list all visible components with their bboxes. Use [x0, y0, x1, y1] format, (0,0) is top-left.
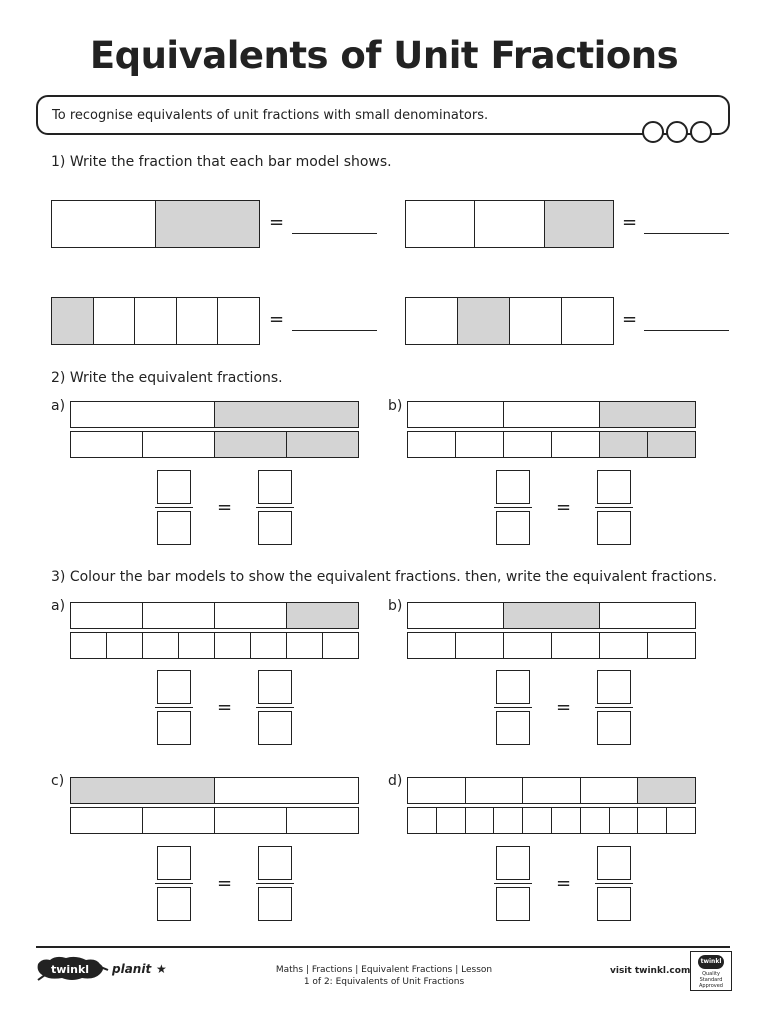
bar-cell[interactable] [580, 808, 609, 833]
bar-cell[interactable] [71, 402, 214, 427]
fraction-bar [155, 507, 193, 508]
bar-cell[interactable] [406, 298, 457, 344]
bar-cell[interactable] [474, 201, 543, 247]
bar-cell[interactable] [455, 432, 503, 457]
denominator-box[interactable] [258, 887, 292, 921]
numerator-box[interactable] [157, 470, 191, 504]
item-label: d) [388, 773, 403, 789]
bar-cell[interactable] [580, 778, 638, 803]
bar-cell[interactable] [106, 633, 142, 658]
denominator-box[interactable] [496, 711, 530, 745]
bar-cell[interactable] [666, 808, 695, 833]
badge-logo: twinkl [698, 955, 724, 969]
item-label: c) [51, 773, 65, 789]
bar-cell[interactable] [609, 808, 638, 833]
denominator-box[interactable] [597, 511, 631, 545]
equals-sign: = [217, 497, 233, 518]
bar-cell[interactable] [465, 808, 494, 833]
footer-divider [36, 946, 730, 948]
fraction-bar [256, 883, 294, 884]
bar-cell[interactable] [408, 778, 465, 803]
bar-cell-shaded[interactable] [599, 402, 695, 427]
equals-sign: = [217, 873, 233, 894]
bar-cell[interactable] [214, 603, 286, 628]
bar-cell-shaded[interactable] [52, 298, 93, 344]
bar-cell-shaded[interactable] [214, 432, 286, 457]
denominator-box[interactable] [157, 711, 191, 745]
bar-cell[interactable] [214, 778, 358, 803]
bar-cell-shaded[interactable] [214, 402, 358, 427]
bar-cell[interactable] [214, 633, 250, 658]
q3d-top-bar[interactable] [407, 777, 696, 804]
q1-bar-1[interactable] [51, 200, 260, 248]
fraction-bar [595, 507, 633, 508]
bar-cell-shaded[interactable] [637, 778, 695, 803]
bar-cell[interactable] [178, 633, 214, 658]
item-label: b) [388, 598, 403, 614]
bar-cell[interactable] [71, 808, 142, 833]
q2a-bottom-bar[interactable] [70, 431, 359, 458]
q2a-fraction-pair [155, 470, 294, 545]
fraction [595, 670, 633, 745]
fraction-bar [155, 707, 193, 708]
fraction [595, 470, 633, 545]
bar-cell[interactable] [52, 201, 155, 247]
fraction-bar [494, 507, 532, 508]
fraction [155, 846, 193, 921]
numerator-box[interactable] [157, 846, 191, 880]
bar-cell[interactable] [142, 432, 214, 457]
bar-cell-shaded[interactable] [286, 603, 358, 628]
bar-cell[interactable] [250, 633, 286, 658]
bar-cell[interactable] [71, 603, 142, 628]
numerator-box[interactable] [258, 670, 292, 704]
q3b-bottom-bar[interactable] [407, 632, 696, 659]
twinkl-logo-text: twinkl [50, 963, 90, 976]
equals-sign: = [269, 309, 285, 330]
fraction [595, 846, 633, 921]
answer-line[interactable] [644, 330, 729, 331]
bar-cell[interactable] [322, 633, 358, 658]
bar-cell-shaded[interactable] [71, 778, 214, 803]
bar-cell-shaded[interactable] [155, 201, 259, 247]
denominator-box[interactable] [597, 711, 631, 745]
q3b-fraction-pair [494, 670, 633, 745]
bar-cell[interactable] [286, 808, 358, 833]
equals-sign: = [622, 212, 638, 233]
bar-cell[interactable] [503, 432, 551, 457]
planit-logo: planit [112, 962, 152, 976]
bar-cell[interactable] [561, 298, 613, 344]
q2b-top-bar[interactable] [407, 401, 696, 428]
objective-text: To recognise equivalents of unit fractions with small denominators. [52, 108, 489, 123]
bar-cell-shaded[interactable] [647, 432, 695, 457]
fraction [155, 470, 193, 545]
numerator-box[interactable] [496, 470, 530, 504]
q3d-fraction-pair [494, 846, 633, 921]
bar-cell[interactable] [214, 808, 286, 833]
bar-cell[interactable] [551, 633, 599, 658]
fraction-bar [595, 707, 633, 708]
bar-cell[interactable] [509, 298, 561, 344]
circle-icon [642, 121, 664, 143]
bar-cell[interactable] [436, 808, 465, 833]
fraction [256, 846, 294, 921]
equals-sign: = [622, 309, 638, 330]
circle-icon [666, 121, 688, 143]
equals-sign: = [556, 873, 572, 894]
denominator-box[interactable] [258, 711, 292, 745]
q2a-top-bar[interactable] [70, 401, 359, 428]
numerator-box[interactable] [597, 670, 631, 704]
equals-sign: = [556, 697, 572, 718]
bar-cell[interactable] [217, 298, 259, 344]
bar-cell[interactable] [134, 298, 176, 344]
bar-cell-shaded[interactable] [286, 432, 358, 457]
fraction [494, 846, 532, 921]
denominator-box[interactable] [496, 511, 530, 545]
bar-cell[interactable] [599, 633, 647, 658]
equals-sign: = [556, 497, 572, 518]
bar-cell-shaded[interactable] [599, 432, 647, 457]
q3c-top-bar[interactable] [70, 777, 359, 804]
circle-icon [690, 121, 712, 143]
bar-cell[interactable] [637, 808, 666, 833]
bar-cell[interactable] [599, 603, 695, 628]
bar-cell[interactable] [176, 298, 218, 344]
answer-line[interactable] [292, 330, 377, 331]
denominator-box[interactable] [258, 511, 292, 545]
bar-cell[interactable] [408, 603, 503, 628]
bar-cell[interactable] [71, 633, 106, 658]
numerator-box[interactable] [597, 846, 631, 880]
fraction-bar [256, 507, 294, 508]
bar-cell[interactable] [71, 432, 142, 457]
bar-cell[interactable] [142, 603, 214, 628]
fraction [494, 670, 532, 745]
quality-badge [690, 951, 732, 991]
bar-cell[interactable] [286, 633, 322, 658]
bar-cell[interactable] [142, 808, 214, 833]
bar-cell[interactable] [93, 298, 135, 344]
numerator-box[interactable] [258, 846, 292, 880]
bar-cell[interactable] [493, 808, 522, 833]
q1-prompt: 1) Write the fraction that each bar model shows. [51, 154, 392, 170]
bar-cell[interactable] [503, 633, 551, 658]
denominator-box[interactable] [157, 511, 191, 545]
twinkl-logo-icon [34, 950, 110, 988]
item-label: b) [388, 398, 403, 414]
q3c-fraction-pair [155, 846, 294, 921]
q1-bar-2[interactable] [405, 200, 614, 248]
answer-line[interactable] [644, 233, 729, 234]
denominator-box[interactable] [157, 887, 191, 921]
fraction [155, 670, 193, 745]
bar-cell[interactable] [647, 633, 695, 658]
answer-line[interactable] [292, 233, 377, 234]
q1-bar-4[interactable] [405, 297, 614, 345]
bar-cell[interactable] [408, 432, 455, 457]
footer-page: 1 of 2: Equivalents of Unit Fractions [303, 977, 465, 987]
q3d-bottom-bar[interactable] [407, 807, 696, 834]
q3b-top-bar[interactable] [407, 602, 696, 629]
bar-cell[interactable] [522, 808, 551, 833]
fraction [256, 670, 294, 745]
fraction-bar [494, 883, 532, 884]
denominator-box[interactable] [597, 887, 631, 921]
bar-cell[interactable] [406, 201, 474, 247]
footer-info [234, 964, 534, 988]
bar-cell[interactable] [522, 778, 580, 803]
fraction-bar [256, 707, 294, 708]
bar-cell[interactable] [465, 778, 523, 803]
fraction-bar [155, 883, 193, 884]
bar-cell[interactable] [408, 633, 455, 658]
numerator-box[interactable] [597, 470, 631, 504]
page-title: Equivalents of Unit Fractions [89, 34, 679, 77]
q3-prompt: 3) Colour the bar models to show the equivalent fractions. then, write the equivalent fractions. [51, 569, 717, 585]
q2-prompt: 2) Write the equivalent fractions. [51, 370, 283, 386]
star-icon: ★ [156, 962, 167, 976]
bar-cell-shaded[interactable] [503, 603, 599, 628]
q3a-top-bar[interactable] [70, 602, 359, 629]
objective-box [36, 95, 730, 135]
q3a-bottom-bar[interactable] [70, 632, 359, 659]
fraction [494, 470, 532, 545]
bar-cell[interactable] [408, 402, 503, 427]
bar-cell[interactable] [503, 402, 599, 427]
bar-cell-shaded[interactable] [544, 201, 613, 247]
fraction [256, 470, 294, 545]
badge-line2: Approved [699, 983, 723, 989]
visit-link[interactable]: visit twinkl.com [610, 966, 691, 976]
bar-cell-shaded[interactable] [457, 298, 509, 344]
badge-line1: Quality Standard [699, 971, 723, 983]
objective-circles [642, 121, 712, 143]
fraction-bar [494, 707, 532, 708]
bar-cell[interactable] [455, 633, 503, 658]
bar-cell[interactable] [142, 633, 178, 658]
q1-bar-3[interactable] [51, 297, 260, 345]
item-label: a) [51, 398, 66, 414]
numerator-box[interactable] [258, 470, 292, 504]
q2b-bottom-bar[interactable] [407, 431, 696, 458]
q3a-fraction-pair [155, 670, 294, 745]
fraction-bar [595, 883, 633, 884]
twinkl-logo [34, 950, 110, 988]
denominator-box[interactable] [496, 887, 530, 921]
equals-sign: = [269, 212, 285, 233]
bar-cell[interactable] [551, 432, 599, 457]
footer-breadcrumb: Maths | Fractions | Equivalent Fractions | Lesson [275, 965, 493, 975]
q3c-bottom-bar[interactable] [70, 807, 359, 834]
item-label: a) [51, 598, 66, 614]
numerator-box[interactable] [496, 670, 530, 704]
bar-cell[interactable] [408, 808, 436, 833]
numerator-box[interactable] [496, 846, 530, 880]
numerator-box[interactable] [157, 670, 191, 704]
bar-cell[interactable] [551, 808, 580, 833]
equals-sign: = [217, 697, 233, 718]
q2b-fraction-pair [494, 470, 633, 545]
